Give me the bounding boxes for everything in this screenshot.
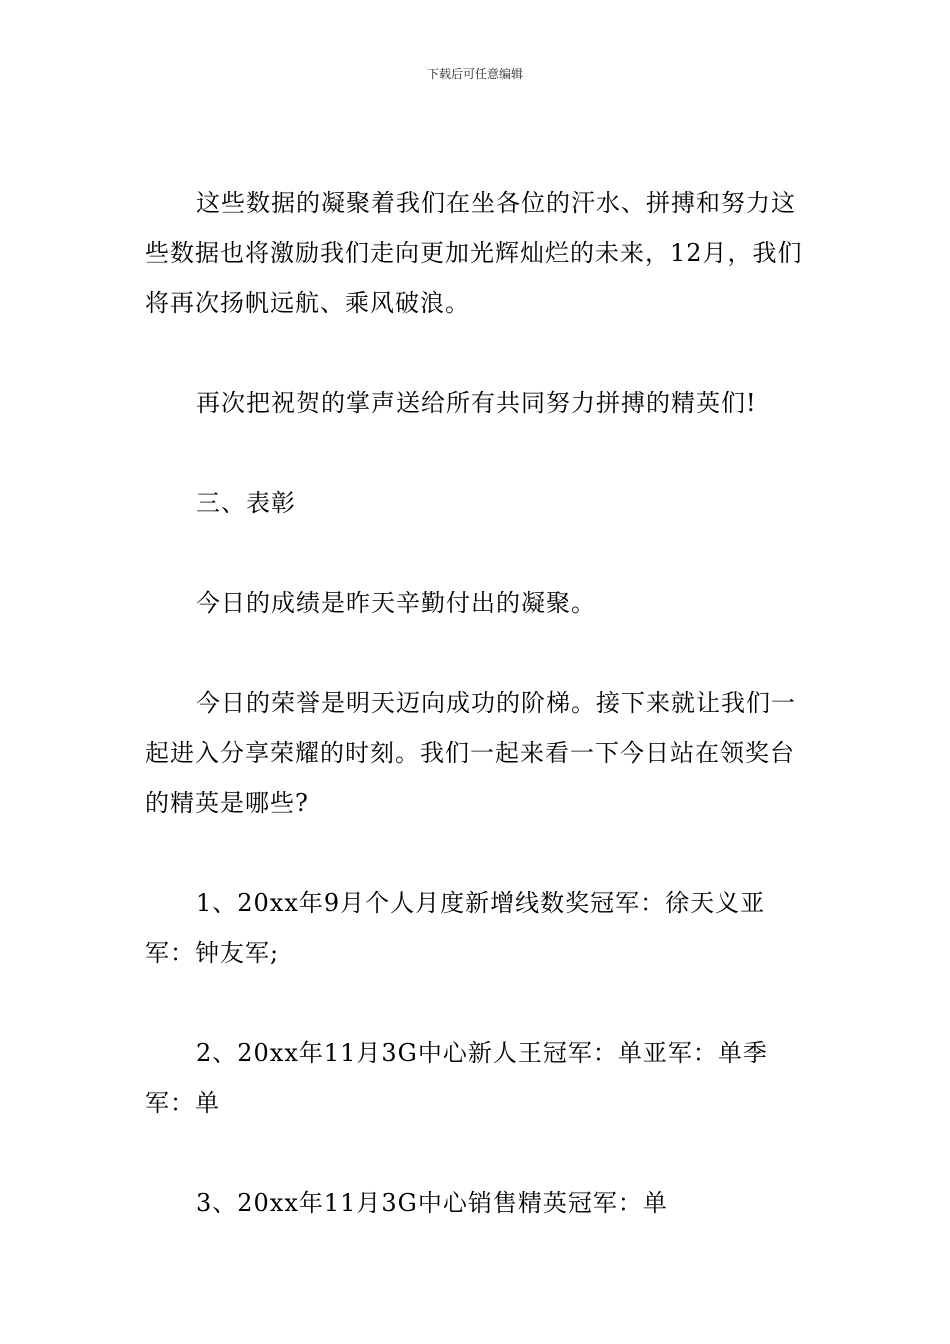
award-item-1: 1、20xx年9月个人月度新增线数奖冠军：徐天义亚军：钟友军; xyxy=(145,889,766,967)
paragraph-data-summary: 这些数据的凝聚着我们在坐各位的汗水、拼搏和努力这些数据也将激励我们走向更加光辉灿烂的未来，12月，我们将再次扬帆远航、乘风破浪。 xyxy=(145,189,803,317)
page-header: 下载后可任意编辑 xyxy=(426,67,523,81)
award-item-3: 3、20xx年11月3G中心销售精英冠军：单 xyxy=(196,1189,668,1217)
section-heading-commendation: 三、表彰 xyxy=(196,489,296,517)
paragraph-honor: 今日的荣誉是明天迈向成功的阶梯。接下来就让我们一起进入分享荣耀的时刻。我们一起来看一下今日站在领奖台的精英是哪些? xyxy=(145,689,796,817)
paragraph-congratulations: 再次把祝贺的掌声送给所有共同努力拼搏的精英们! xyxy=(196,389,757,417)
paragraph-achievement: 今日的成绩是昨天辛勤付出的凝聚。 xyxy=(196,589,596,617)
award-item-2: 2、20xx年11月3G中心新人王冠军：单亚军：单季军：单 xyxy=(145,1039,768,1117)
document-body xyxy=(145,178,815,1228)
